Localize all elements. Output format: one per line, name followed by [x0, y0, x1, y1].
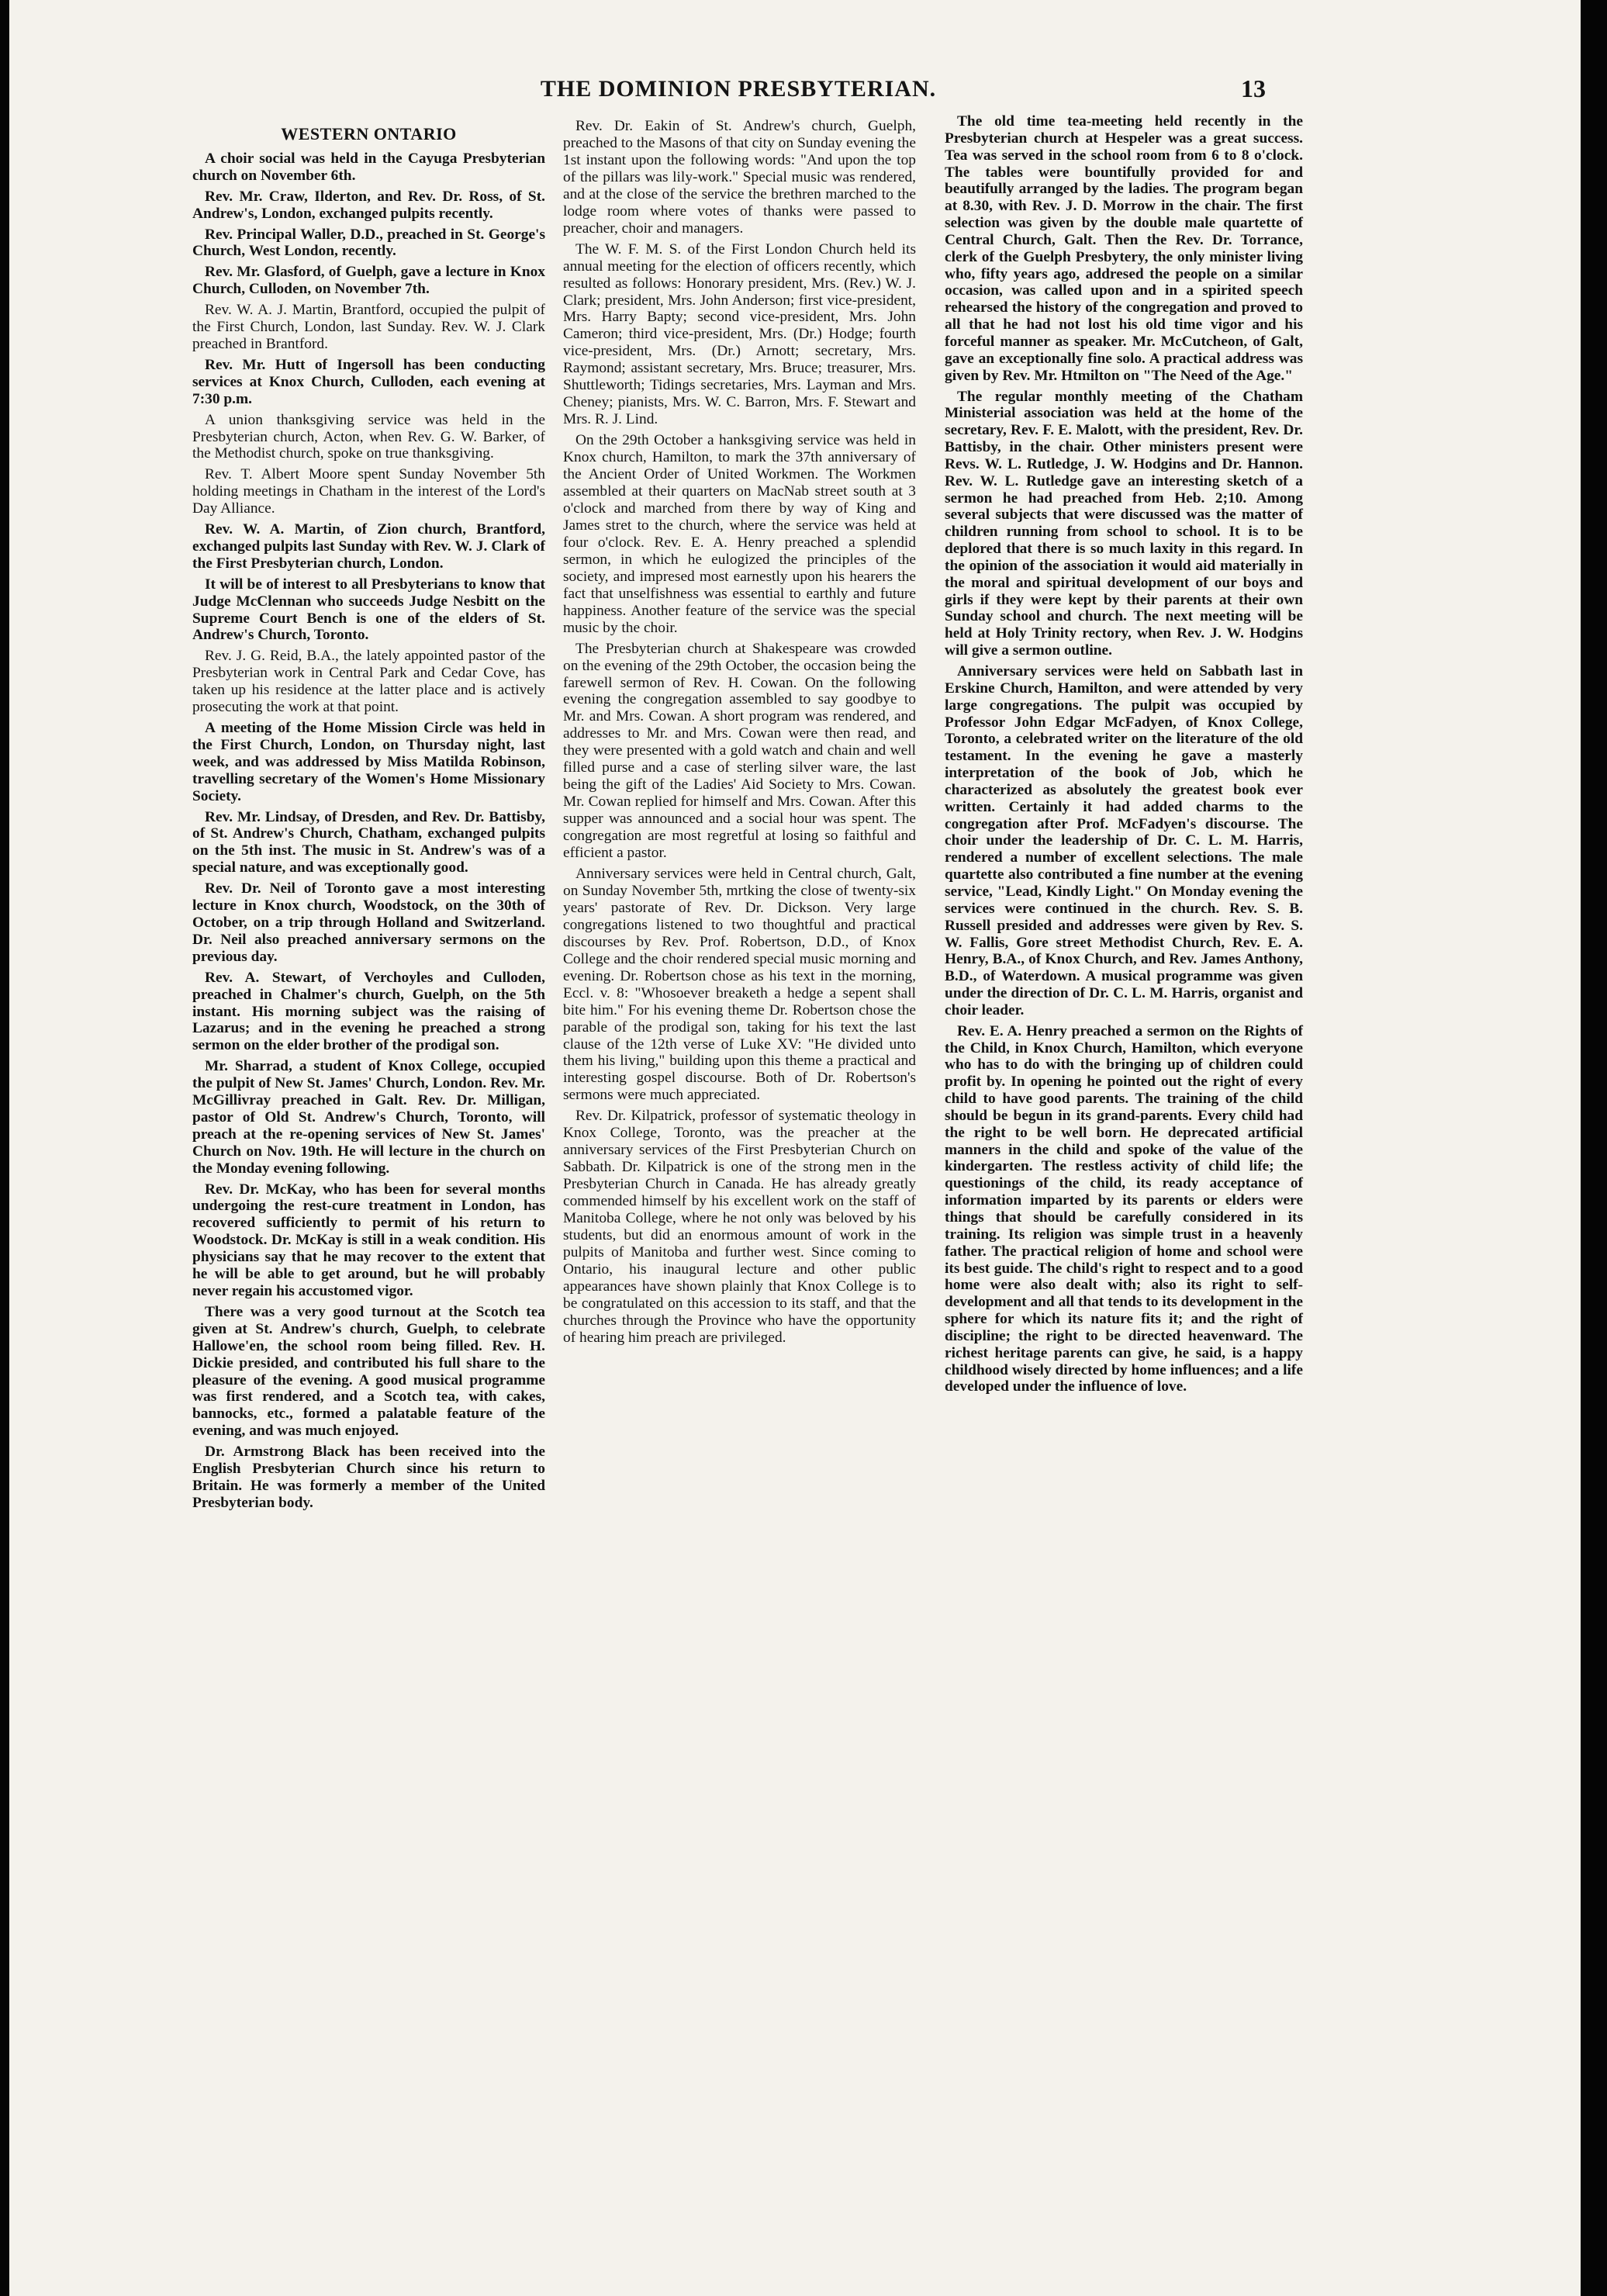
- section-heading: WESTERN ONTARIO: [281, 124, 457, 144]
- article-paragraph: Dr. Armstrong Black has been received into the English Presbyterian Church since his return to Britain. He was formerly a member of the United Presbyterian body.: [192, 1444, 545, 1511]
- article-paragraph: Rev. W. A. Martin, of Zion church, Brantford, exchanged pulpits last Sunday with Rev. W. J. Clark of the First Presbyterian church, London.: [192, 521, 545, 572]
- article-paragraph: Rev. Mr. Glasford, of Guelph, gave a lecture in Knox Church, Culloden, on November 7th.: [192, 264, 545, 298]
- article-paragraph: A meeting of the Home Mission Circle was held in the First Church, London, on Thursday night, last week, and was addressed by Miss Matilda Robinson, travelling secretary of the Women's Home Missionary Society.: [192, 720, 545, 804]
- article-paragraph: Rev. Dr. Eakin of St. Andrew's church, Guelph, preached to the Masons of that city on Sunday evening the 1st instant upon the following words: "And upon the top of the pillars was lily-work." Special music was rendered, and at the close of the service the brethren marched to the lodge room where votes of thanks were passed to preacher, choir and managers.: [563, 118, 916, 237]
- article-paragraph: The old time tea-meeting held recently in the Presbyterian church at Hespeler was a great success. Tea was served in the school room from 6 to 8 o'clock. The tables were bountifully provided for and beautifully arranged by the ladies. The program began at 8.30, with Rev. J. D. Morrow in the chair. The first selection was given by the double male quartette of Central Church, Galt. Then the Rev. Dr. Torrance, clerk of the Guelph Presbytery, the only minister living who, fifty years ago, addresed the people on a similar occasion, was called upon and in a spirited speech rehearsed the history of the congregation and proved to all that he had not lost his old time vigor and his forceful manner as speaker. Mr. McCutcheon, of Galt, gave an exceptionally fine solo. A practical address was given by Rev. Mr. Htmilton on "The Need of the Age.": [945, 113, 1303, 384]
- article-paragraph: Rev. Dr. McKay, who has been for several months undergoing the rest-cure treatment in London, has recovered sufficiently to permit of his return to Woodstock. Dr. McKay is still in a weak condition. His physicians say that he may recover to the extent that he will be able to get around, but he will probably never regain his accustomed vigor.: [192, 1181, 545, 1299]
- article-paragraph: On the 29th October a hanksgiving service was held in Knox church, Hamilton, to mark the 37th anniversary of the Ancient Order of United Workmen. The Workmen assembled at their quarters on MacNab street south at 3 o'clock and marched from there by way of King and James stret to the church, where the service was held at four o'clock. Rev. E. A. Henry preached a splendid sermon, in which he eulogized the principles of the society, and impresed most earnestly upon his hearers the fact that unselfishness was essential to earthly and future happiness. Another feature of the service was the special music by the choir.: [563, 432, 916, 636]
- column-2-body: [563, 118, 916, 1347]
- article-paragraph: Rev. W. A. J. Martin, Brantford, occupied the pulpit of the First Church, London, last Sunday. Rev. W. J. Clark preached in Brantford.: [192, 302, 545, 352]
- article-paragraph: Anniversary services were held on Sabbath last in Erskine Church, Hamilton, and were attended by very large congregations. The pulpit was occupied by Professor John Edgar McFadyen, of Knox College, Toronto, a celebrated writer on the literature of the old testament. In the evening he gave a masterly interpretation of the book of Job, which he characterized as absolutely the greatest book ever written. Certainly it had added charms to the congregation after Prof. McFadyen's discourse. The choir under the leadership of Dr. C. L. M. Harris, rendered a number of excellent selections. The male quartette also contributed a fine number at the evening service, "Lead, Kindly Light." On Monday evening the services were continued in the church. Rev. S. B. Russell presided and addresses were given by Rev. S. W. Fallis, Gore street Methodist Church, Rev. E. A. Henry, B.A., of Knox Church, and Rev. James Anthony, B.D., of Waterdown. A musical programme was given under the direction of Dr. C. L. M. Harris, organist and choir leader.: [945, 663, 1303, 1018]
- article-paragraph: Rev. Principal Waller, D.D., preached in St. George's Church, West London, recently.: [192, 226, 545, 260]
- masthead-title: THE DOMINION PRESBYTERIAN.: [540, 76, 937, 102]
- newspaper-page: [9, 0, 1581, 2296]
- article-paragraph: There was a very good turnout at the Scotch tea given at St. Andrew's church, Guelph, to celebrate Hallowe'en, the school room being filled. Rev. H. Dickie presided, and contributed his full share to the pleasure of the evening. A good musical programme was first rendered, and a Scotch tea, with cakes, bannocks, etc., formed a palatable feature of the evening, and was much enjoyed.: [192, 1303, 545, 1440]
- column-1: [192, 116, 545, 1512]
- article-paragraph: It will be of interest to all Presbyterians to know that Judge McClennan who succeeds Judge Nesbitt on the Supreme Court Bench is one of the elders of St. Andrew's Church, Toronto.: [192, 576, 545, 644]
- article-paragraph: Rev. E. A. Henry preached a sermon on the Rights of the Child, in Knox Church, Hamilton, which everyone who has to do with the bringing up of children could profit by. In opening he pointed out the right of every child to have good parents. The training of the child should be begun in its grand-parents. Every child had the right to be well born. He deprecated artificial manners in the child and spoke of the value of the kindergarten. The restless activity of child life; the questionings of the child, its ready acceptance of information imparted by its parents or elders were things that should be carefully considered in its training. Its religion was simple trust in a heavenly father. The practical religion of home and school were its best guide. The child's right to respect and to a good home were also dealt with; also its right to self-development and all that tends to its development in the sphere for which its nature fits it; and the right of discipline; the right to be directed heavenward. The richest heritage parents can give, he said, is a happy childhood wisely directed by home influences; and a life developed under the influence of love.: [945, 1022, 1303, 1395]
- article-paragraph: Rev. Mr. Craw, Ilderton, and Rev. Dr. Ross, of St. Andrew's, London, exchanged pulpits recently.: [192, 188, 545, 222]
- article-paragraph: Rev. Mr. Hutt of Ingersoll has been conducting services at Knox Church, Culloden, each evening at 7:30 p.m.: [192, 356, 545, 407]
- article-paragraph: Rev. A. Stewart, of Verchoyles and Culloden, preached in Chalmer's church, Guelph, on the 5th instant. His morning subject was the raising of Lazarus; and in the evening he preached a strong sermon on the elder brother of the prodigal son.: [192, 969, 545, 1054]
- article-paragraph: Rev. Mr. Lindsay, of Dresden, and Rev. Dr. Battisby, of St. Andrew's Church, Chatham, exchanged pulpits on the 5th inst. The music in St. Andrew's was of a special nature, and was exceptionally good.: [192, 808, 545, 877]
- article-paragraph: Rev. Dr. Neil of Toronto gave a most interesting lecture in Knox church, Woodstock, on the 30th of October, on a trip through Holland and Switzerland. Dr. Neil also preached anniversary sermons on the previous day.: [192, 880, 545, 965]
- column-3-body: [945, 113, 1303, 1395]
- article-paragraph: Mr. Sharrad, a student of Knox College, occupied the pulpit of New St. James' Church, London. Rev. Mr. McGillivray preached in Galt. Rev. Dr. Milligan, pastor of Old St. Andrew's Church, Toronto, will preach at the re-opening services of New St. James' Church on Nov. 19th. He will lecture in the church on the Monday evening following.: [192, 1058, 545, 1177]
- article-paragraph: A union thanksgiving service was held in the Presbyterian church, Acton, when Rev. G. W. Barker, of the Methodist church, spoke on true thanksgiving.: [192, 411, 545, 462]
- article-paragraph: A choir social was held in the Cayuga Presbyterian church on November 6th.: [192, 150, 545, 184]
- article-paragraph: The W. F. M. S. of the First London Church held its annual meeting for the election of officers recently, which resulted as follows: Honorary president, Mrs. (Rev.) W. J. Clark; president, Mrs. John Anderson; first vice-president, Mrs. Harry Bapty; second vice-president, Mrs. John Cameron; third vice-president, Mrs. (Dr.) Hodge; fourth vice-president, Mrs. (Dr.) Arnott; secretary, Mrs. Raymond; assistant secretary, Mrs. Bruce; treasurer, Mrs. Shuttleworth; Tidings secretaries, Mrs. Layman and Mrs. Cheney; pianists, Mrs. W. C. Barron, Mrs. F. Stewart and Mrs. R. J. Lind.: [563, 240, 916, 428]
- column-2: [563, 118, 916, 1347]
- article-paragraph: The regular monthly meeting of the Chatham Ministerial association was held at the home of the secretary, Rev. F. E. Malott, with the president, Rev. Dr. Battisby, in the chair. Other ministers present were Revs. W. L. Rutledge, J. W. Hodgins and Dr. Hannon. Rev. W. L. Rutledge gave an interesting sketch of a sermon he had preached from Heb. 2;10. Among several subjects that were discussed was the matter of children running from school to school. It is to be deplored that there is so much laxity in this regard. In the opinion of the association it would aid materially in the moral and spiritual development of our boys and girls if they were kept by their parents at their own Sunday school and church. The next meeting will be held at Holy Trinity rectory, when Rev. J. W. Hodgins will give a sermon outline.: [945, 388, 1303, 659]
- column-1-body: [192, 150, 545, 1512]
- column-3: [945, 113, 1303, 1395]
- page-number: 13: [1241, 74, 1266, 102]
- scan-border-left: [0, 0, 9, 2296]
- article-paragraph: Anniversary services were held in Central church, Galt, on Sunday November 5th, mrtking the close of twenty-six years' pastorate of Rev. Dr. Dickson. Very large congregations listened to two thoughtful and practical discourses by Rev. Prof. Robertson, D.D., of Knox College and the choir rendered special music morning and evening. Dr. Robertson chose as his text in the morning, Eccl. v. 8: "Whosoever breaketh a hedge a sepent shall bite him." For his evening theme Dr. Robertson chose the parable of the prodigal son, taking for his text the last clause of the 12th verse of Luke XV: "He divided unto them his living," building upon this theme a practical and interesting gospel discourse. Both of Dr. Robertson's sermons were much appreciated.: [563, 865, 916, 1104]
- article-paragraph: Rev. J. G. Reid, B.A., the lately appointed pastor of the Presbyterian work in Central Park and Cedar Cove, has taken up his residence at the latter place and is actively prosecuting the work at that point.: [192, 648, 545, 716]
- article-paragraph: Rev. T. Albert Moore spent Sunday November 5th holding meetings in Chatham in the interest of the Lord's Day Alliance.: [192, 466, 545, 517]
- article-paragraph: The Presbyterian church at Shakespeare was crowded on the evening of the 29th October, the occasion being the farewell sermon of Rev. H. Cowan. On the following evening the congregation assembled to say goodbye to Mr. and Mrs. Cowan. A short program was rendered, and addresses to Mr. and Mrs. Cowan were then read, and they were presented with a gold watch and chain and well filled purse and a case of sterling silver ware, the last being the gift of the Ladies' Aid Society to Mrs. Cowan. Mr. Cowan replied for himself and Mrs. Cowan. After this supper was announced and a social hour was spent. The congregation are most regretful at losing so faithful and efficient a pastor.: [563, 640, 916, 862]
- article-paragraph: Rev. Dr. Kilpatrick, professor of systematic theology in Knox College, Toronto, was the preacher at the anniversary services of the First Presbyterian Church on Sabbath. Dr. Kilpatrick is one of the strong men in the Presbyterian Church in Canada. He has already greatly commended himself by his excellent work on the staff of Manitoba College, where he not only was beloved by his students, but did an enormous amount of work in the pulpits of Manitoba and further west. Since coming to Ontario, his inaugural lecture and other public appearances have shown plainly that Knox College is to be congratulated on this accession to its staff, and that the churches through the Province who have the opportunity of hearing him preach are privileged.: [563, 1108, 916, 1346]
- scan-border-right: [1581, 0, 1607, 2296]
